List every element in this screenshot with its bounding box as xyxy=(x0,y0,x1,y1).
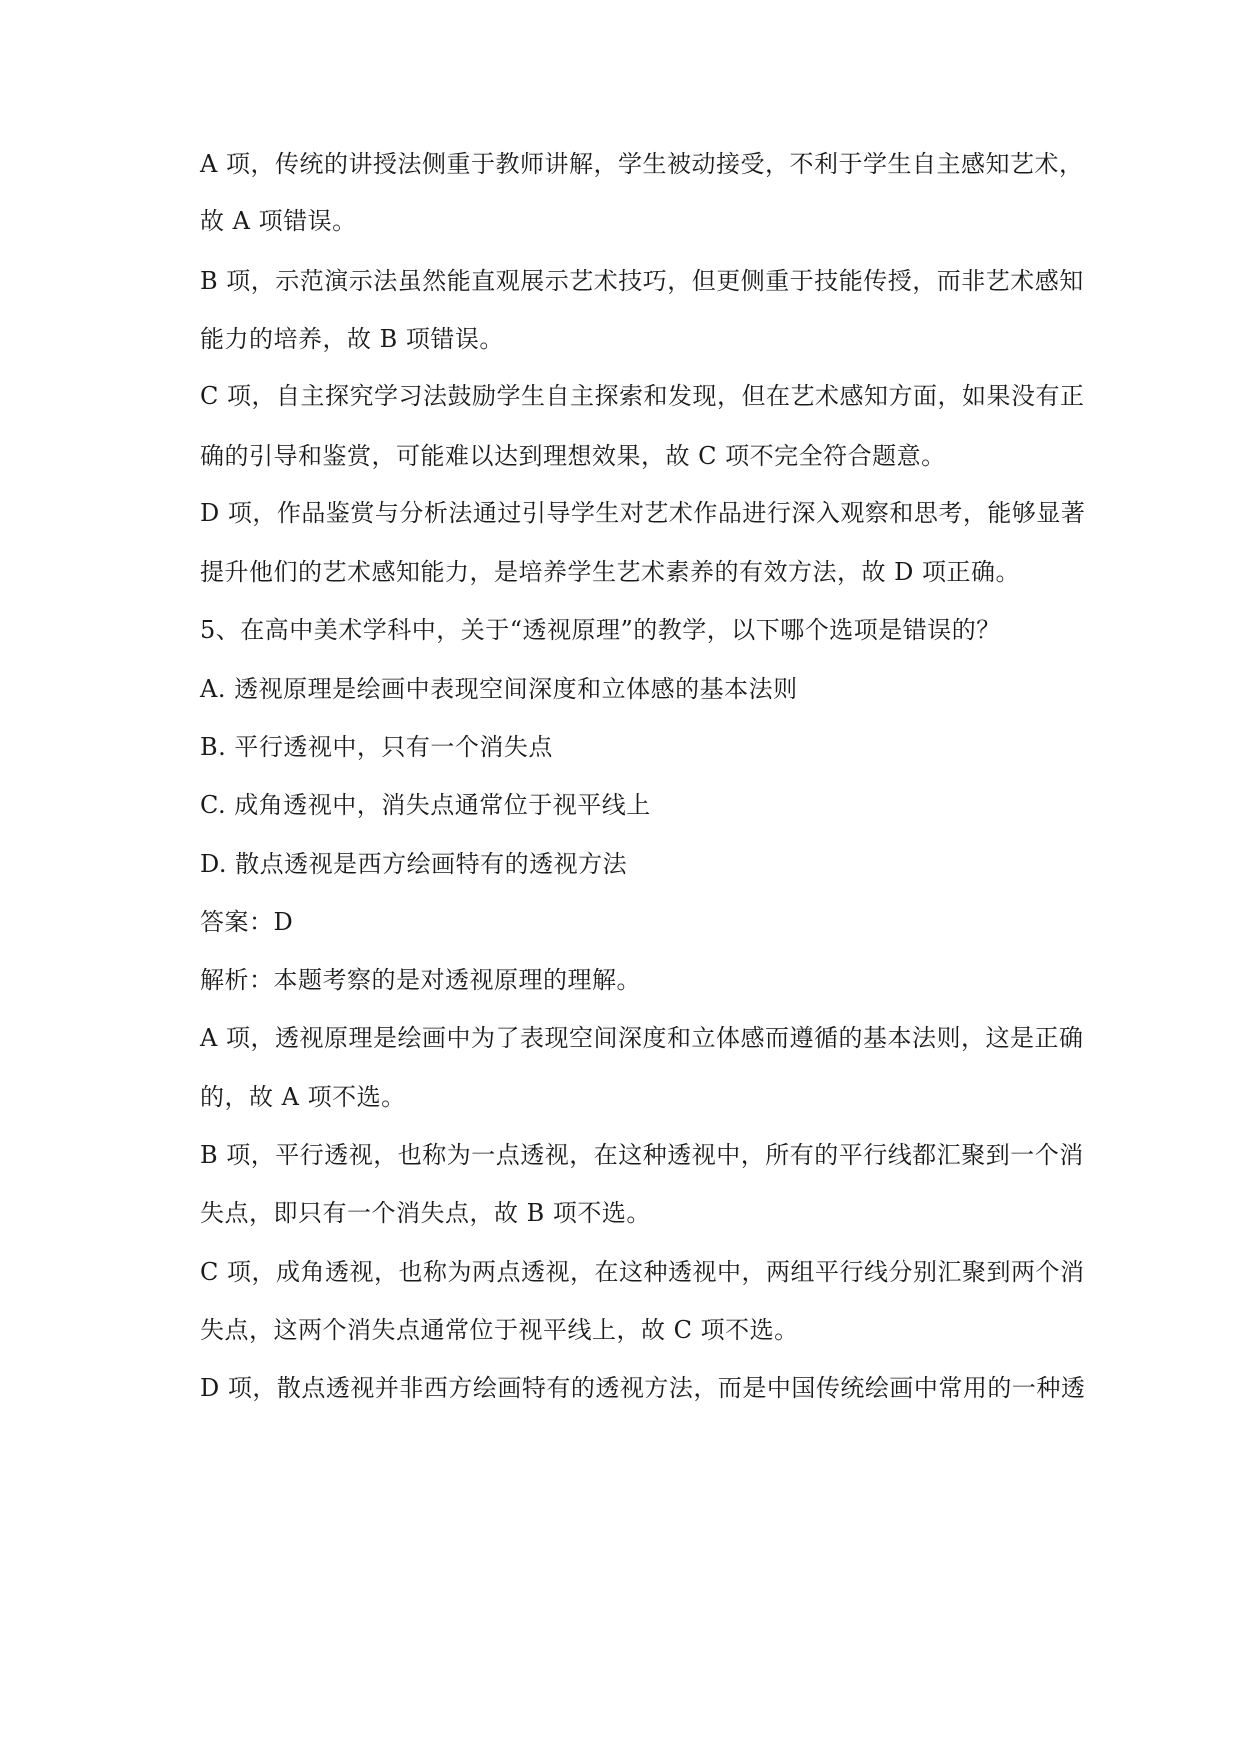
paragraph-line: C 项，成角透视，也称为两点透视，在这种透视中，两组平行线分别汇聚到两个消 xyxy=(200,1258,1085,1286)
paragraph-line: B 项，平行透视，也称为一点透视，在这种透视中，所有的平行线都汇聚到一个消 xyxy=(200,1141,1084,1169)
paragraph-line: 的，故 A 项不选。 xyxy=(200,1083,406,1111)
analysis-line: 解析：本题考察的是对透视原理的理解。 xyxy=(200,966,641,994)
paragraph-line: 能力的培养，故 B 项错误。 xyxy=(200,325,504,353)
option-b: B. 平行透视中，只有一个消失点 xyxy=(200,733,553,761)
paragraph-line: 提升他们的艺术感知能力，是培养学生艺术素养的有效方法，故 D 项正确。 xyxy=(200,558,1020,586)
paragraph-line: 确的引导和鉴赏，可能难以达到理想效果，故 C 项不完全符合题意。 xyxy=(200,442,946,470)
paragraph-line: A 项，传统的讲授法侧重于教师讲解，学生被动接受，不利于学生自主感知艺术， xyxy=(200,150,1084,178)
paragraph-line: D 项，散点透视并非西方绘画特有的透视方法，而是中国传统绘画中常用的一种透 xyxy=(200,1374,1086,1402)
paragraph-line: A 项，透视原理是绘画中为了表现空间深度和立体感而遵循的基本法则，这是正确 xyxy=(200,1024,1084,1052)
paragraph-line: 失点，这两个消失点通常位于视平线上，故 C 项不选。 xyxy=(200,1316,799,1344)
question-stem: 5、在高中美术学科中，关于“透视原理”的教学，以下哪个选项是错误的？ xyxy=(200,616,1001,644)
paragraph-line: 故 A 项错误。 xyxy=(200,207,357,235)
paragraph-line: C 项，自主探究学习法鼓励学生自主探索和发现，但在艺术感知方面，如果没有正 xyxy=(200,382,1085,410)
paragraph-line: 失点，即只有一个消失点，故 B 项不选。 xyxy=(200,1199,651,1227)
option-a: A. 透视原理是绘画中表现空间深度和立体感的基本法则 xyxy=(200,675,798,703)
option-d: D. 散点透视是西方绘画特有的透视方法 xyxy=(200,850,628,878)
paragraph-line: D 项，作品鉴赏与分析法通过引导学生对艺术作品进行深入观察和思考，能够显著 xyxy=(200,499,1086,527)
answer-line: 答案：D xyxy=(200,908,294,936)
paragraph-line: B 项，示范演示法虽然能直观展示艺术技巧，但更侧重于技能传授，而非艺术感知 xyxy=(200,267,1084,295)
option-c: C. 成角透视中，消失点通常位于视平线上 xyxy=(200,791,651,819)
